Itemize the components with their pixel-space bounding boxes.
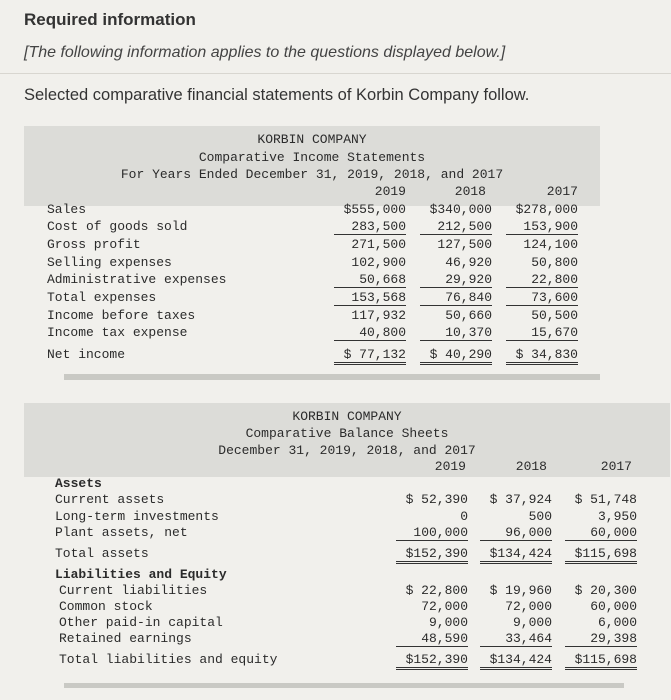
bs-row-label: Common stock (59, 599, 153, 614)
bs-row-label: Total liabilities and equity (59, 652, 278, 667)
instruction-note: [The following information applies to the questions displayed below.] (24, 44, 506, 61)
table-bottom-band (64, 683, 624, 688)
bs-assets-heading: Assets (55, 476, 102, 491)
is-cell: 10,370 (420, 325, 492, 341)
bs-cell: 3,950 (597, 509, 637, 524)
bs-cell: $134,424 (480, 652, 552, 670)
bs-cell: 100,000 (396, 525, 468, 541)
bs-cell: $ 20,300 (574, 583, 637, 598)
bs-cell: $115,698 (565, 652, 637, 670)
is-cell: 46,920 (445, 255, 492, 270)
bs-year-2019: 2019 (434, 459, 466, 474)
is-cell: $ 77,132 (334, 347, 406, 365)
bs-cell: 9,000 (428, 615, 468, 630)
is-row-label: Selling expenses (47, 255, 172, 270)
bs-cell: $ 37,924 (489, 492, 552, 507)
is-title: Comparative Income Statements (198, 150, 426, 165)
bs-cell: 6,000 (597, 615, 637, 630)
bs-cell: $152,390 (396, 652, 468, 670)
bs-year-2017: 2017 (600, 459, 632, 474)
bs-cell: 72,000 (505, 599, 552, 614)
bs-cell: 33,464 (480, 631, 552, 647)
bs-row-label: Total assets (55, 546, 149, 561)
bs-cell: $152,390 (396, 546, 468, 564)
is-row-label: Cost of goods sold (47, 219, 188, 234)
is-row-label: Total expenses (47, 290, 157, 305)
is-year-2017: 2017 (546, 184, 578, 199)
is-cell: 153,568 (334, 290, 406, 306)
bs-year-2018: 2018 (515, 459, 547, 474)
bs-liabilities-heading: Liabilities and Equity (55, 567, 227, 582)
intro-text: Selected comparative financial statements of Korbin Company follow. (24, 86, 530, 104)
is-cell: 50,668 (334, 272, 406, 288)
is-cell: $555,000 (343, 202, 406, 217)
bs-row-label: Current liabilities (59, 583, 208, 598)
bs-title: Comparative Balance Sheets (245, 426, 449, 441)
is-cell: 29,920 (420, 272, 492, 288)
bs-row-label: Long-term investments (55, 509, 219, 524)
bs-period: December 31, 2019, 2018, and 2017 (218, 443, 476, 458)
bs-cell: $ 52,390 (405, 492, 468, 507)
bs-cell: 9,000 (512, 615, 552, 630)
bs-cell: 72,000 (421, 599, 468, 614)
is-cell: 40,800 (334, 325, 406, 341)
divider (0, 73, 671, 74)
is-year-2019: 2019 (374, 184, 406, 199)
is-cell: 15,670 (506, 325, 578, 341)
is-cell: 283,500 (334, 219, 406, 235)
is-cell: 127,500 (437, 237, 492, 252)
bs-row-label: Other paid-in capital (59, 615, 223, 630)
bs-row-label: Retained earnings (59, 631, 192, 646)
bs-cell: 29,398 (565, 631, 637, 647)
is-cell: 50,800 (531, 255, 578, 270)
is-row-label: Net income (47, 347, 126, 362)
is-period: For Years Ended December 31, 2019, 2018, and 2017 (120, 167, 504, 182)
bs-cell: $ 19,960 (489, 583, 552, 598)
bs-cell: 48,590 (396, 631, 468, 647)
bs-row-label: Plant assets, net (55, 525, 188, 540)
is-cell: 73,600 (506, 290, 578, 306)
is-cell: 22,800 (506, 272, 578, 288)
bs-cell: 0 (460, 509, 468, 524)
is-row-label: Sales (47, 202, 87, 217)
is-cell: 102,900 (351, 255, 406, 270)
is-year-2018: 2018 (454, 184, 486, 199)
is-cell: 124,100 (523, 237, 578, 252)
is-cell: 153,900 (506, 219, 578, 235)
bs-cell: $115,698 (565, 546, 637, 564)
is-cell: 50,660 (445, 308, 492, 323)
is-cell: $278,000 (515, 202, 578, 217)
is-row-label: Gross profit (47, 237, 141, 252)
bs-cell: 60,000 (590, 599, 637, 614)
is-cell: $340,000 (429, 202, 492, 217)
bs-cell: 500 (528, 509, 552, 524)
is-cell: 76,840 (420, 290, 492, 306)
required-information-heading: Required information (24, 10, 196, 29)
is-row-label: Income before taxes (47, 308, 196, 323)
bs-cell: 60,000 (565, 525, 637, 541)
is-cell: $ 40,290 (420, 347, 492, 365)
is-cell: 271,500 (351, 237, 406, 252)
is-company-name: KORBIN COMPANY (257, 132, 367, 147)
is-cell: $ 34,830 (506, 347, 578, 365)
table-bottom-band (64, 374, 600, 380)
bs-cell: $ 51,748 (574, 492, 637, 507)
bs-cell: $134,424 (480, 546, 552, 564)
bs-company-name: KORBIN COMPANY (292, 409, 402, 424)
is-cell: 117,932 (351, 308, 406, 323)
is-cell: 212,500 (420, 219, 492, 235)
is-row-label: Administrative expenses (47, 272, 227, 287)
bs-cell: $ 22,800 (405, 583, 468, 598)
is-row-label: Income tax expense (47, 325, 188, 340)
is-cell: 50,500 (531, 308, 578, 323)
bs-cell: 96,000 (480, 525, 552, 541)
bs-row-label: Current assets (55, 492, 165, 507)
